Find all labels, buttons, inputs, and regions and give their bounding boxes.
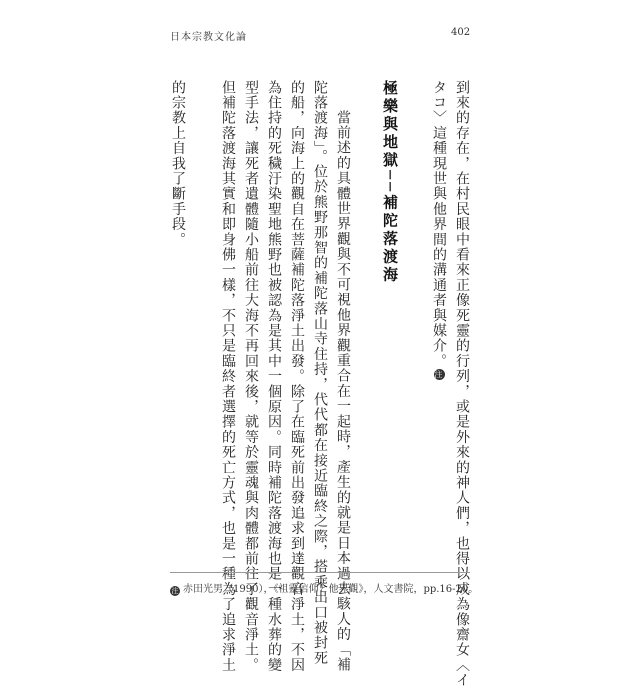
running-head: 日本宗教文化論 xyxy=(170,32,247,43)
paragraph-line: 當前述的具體世界觀與不可視他界觀重合在一起時，產生的就是日本過去駭人的「補 xyxy=(335,110,351,673)
footnote-text: 赤田光男（1990），《祖靈信仰と他界觀》，人文書院，pp.16-20。 xyxy=(183,584,479,595)
paragraph-line: 陀落渡海」。位於熊野那智的補陀落山寺住持，代代都在接近臨終之際，搭乘出口被封死 xyxy=(312,80,328,666)
text-line-prev-2 xyxy=(429,80,448,380)
page-number: 402 xyxy=(451,27,471,38)
text-line-prev-2-text: タコ〉這種現世與他界間的溝通者與媒介。 xyxy=(431,80,447,369)
text-line-prev-1: 到來的存在，在村民眼中看來正像死靈的行列，或是外來的神人們，也得以成為像齋女〈イ xyxy=(454,80,470,688)
footnote-marker-icon: 注 xyxy=(171,587,179,595)
footnote-marker-icon: 注 xyxy=(434,369,444,379)
paragraph-line: 的宗教上自我了斷手段。 xyxy=(170,80,186,248)
paragraph-line: 型手法，讓死者遺體隨小船前往大海不再回來後，就等於靈魂與肉體都前往了觀音淨土。 xyxy=(243,80,259,673)
section-heading: 極樂與地獄──補陀落渡海 xyxy=(381,80,399,285)
footnote xyxy=(170,580,478,596)
footnote-divider xyxy=(170,572,470,573)
paragraph-line: 但補陀落渡海其實和即身佛一樣，不只是臨終者選擇的死亡方式，也是一種為了追求淨土 xyxy=(220,80,236,673)
paragraph-line: 為住持的死穢汙染聖地熊野也被認為是其中一個原因。同時補陀落渡海也是一種水葬的變 xyxy=(266,80,282,673)
paragraph-line: 的船，向海上的觀自在菩薩補陀落淨土出發。除了在臨死前出發追求到達觀音淨土，不因 xyxy=(289,80,305,673)
